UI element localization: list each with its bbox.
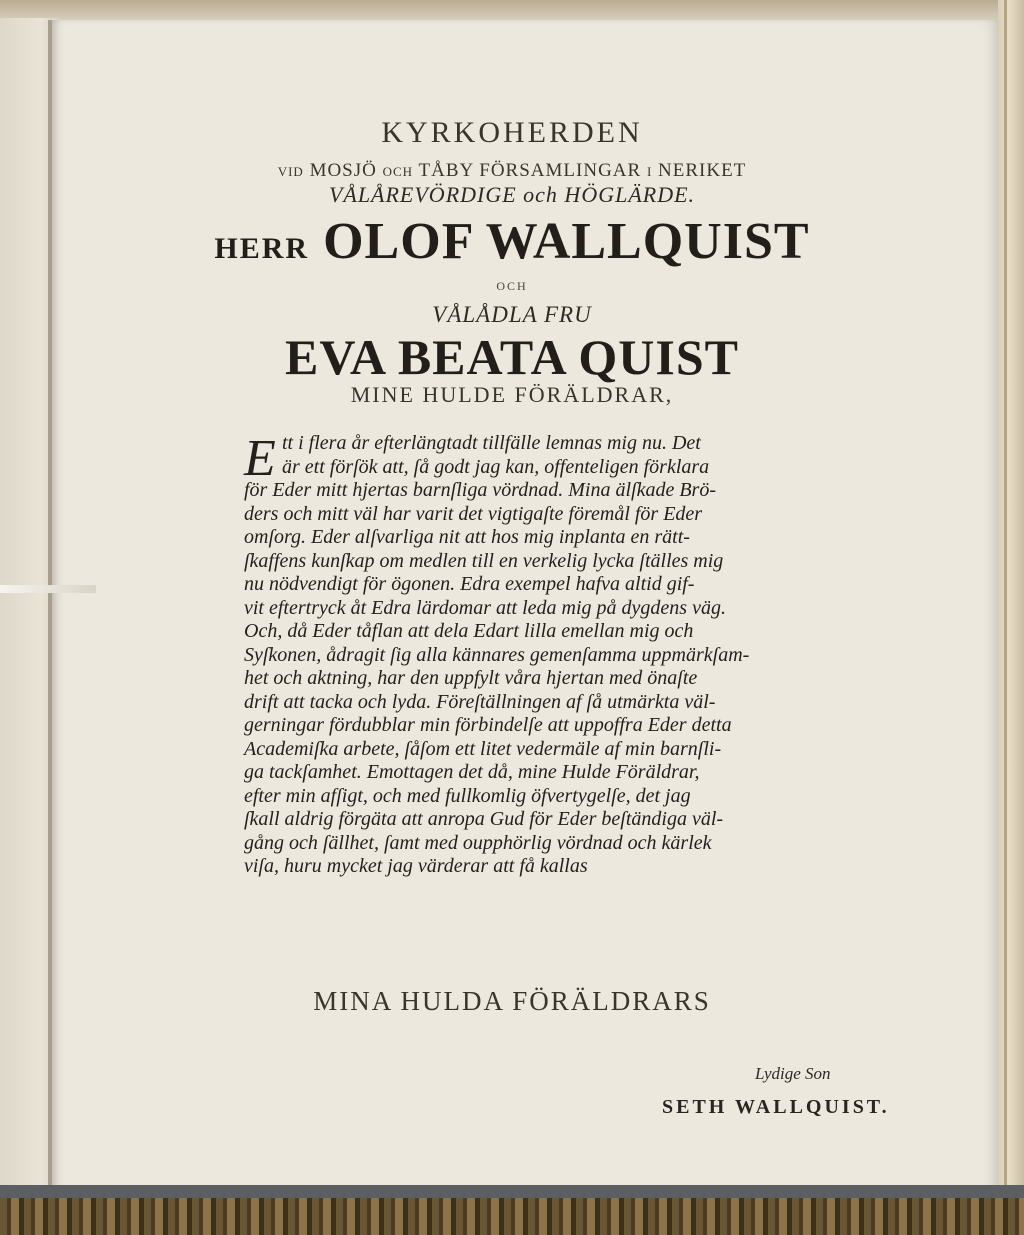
letter-line: tt i flera år efterlängtadt tillfälle lemnas mig nu. Det (282, 432, 701, 454)
letter-line: vit eftertryck åt Edra lärdomar att leda mig på dygdens väg. (244, 596, 726, 619)
letter-line: viſa, huru mycket jag värderar att få kallas (244, 855, 588, 877)
closing-line: MINA HULDA FÖRÄLDRARS (313, 986, 711, 1016)
letter-line: omſorg. Eder alſvarliga nit att hos mig inplanta en rätt- (244, 526, 690, 548)
letter-line: nu nödvendigt för ögonen. Edra exempel hafva altid gif- (244, 573, 695, 595)
parish-neriket: NERIKET (658, 160, 747, 181)
och-label: OCH (496, 279, 528, 293)
drop-cap: E (244, 430, 276, 487)
letter-line: ſkaffens kunſkap om medlen till en verkelig lycka ſtälles mig (244, 549, 724, 572)
letter-line: ders och mitt väl har varit det vigtigaſte föremål för Eder (244, 502, 703, 525)
name-eva: EVA BEATA QUIST (284, 329, 740, 385)
letter-line: Academiſka arbete, ſåſom ett litet vedermäle af min barnſli- (244, 737, 722, 760)
parish-vid: VID (277, 164, 304, 179)
herr-label: HERR (214, 232, 310, 265)
letter-line: gerningar fördubblar min förbindelſe att uppoffra Eder detta (244, 714, 732, 736)
parish-mosjo: MOSJÖ (309, 160, 377, 181)
parish-line (0, 160, 1024, 182)
name-olof (0, 212, 1024, 271)
letter-line: ſkall aldrig förgäta att anropa Gud för Eder beſtändiga väl- (244, 808, 724, 830)
lydige-son: Lydige Son (755, 1064, 831, 1083)
letter-line: drift att tacka och lyda. Föreſtällningen af ſå utmärkta väl- (244, 690, 716, 713)
parish-taby: TÅBY FÖRSAMLINGAR (418, 160, 642, 181)
honorific-2: VÅLÅDLA FRU (432, 302, 592, 327)
signature: SETH WALLQUIST. (662, 1096, 890, 1118)
letter-line: ga tackſamhet. Emottagen det då, mine Hulde Föräldrar, (244, 761, 700, 783)
letter-line: efter min afſigt, och med fullkomlig öfvertygelſe, det jag (244, 784, 691, 807)
letter-line: för Eder mitt hjertas barnſliga vördnad. Mina älſkade Brö- (244, 479, 717, 501)
olof-wallquist: OLOF WALLQUIST (323, 213, 810, 270)
parish-och: OCH (382, 164, 414, 179)
letter-line: Och, då Eder tåflan att dela Edart lilla emellan mig och (244, 620, 694, 642)
letter-body (244, 432, 944, 879)
letter-line: gång och ſällhet, ſamt med oupphörlig vördnad och kärlek (244, 831, 712, 854)
title-kyrkoherden: KYRKOHERDEN (381, 116, 643, 149)
letter-line: är ett förſök att, ſå godt jag kan, offenteligen förklara (282, 455, 710, 478)
letter-line: het och aktning, har den uppfylt våra hjertan med önaſte (244, 667, 698, 689)
honorific-1: VÅLÅREVÖRDIGE och HÖGLÄRDE. (328, 182, 696, 207)
letter-line: Syſkonen, ådragit ſig alla kännares gemenſamma uppmärkſam- (244, 643, 750, 666)
parish-i: I (646, 164, 653, 179)
mine-hulde: MINE HULDE FÖRÄLDRAR, (350, 382, 674, 407)
